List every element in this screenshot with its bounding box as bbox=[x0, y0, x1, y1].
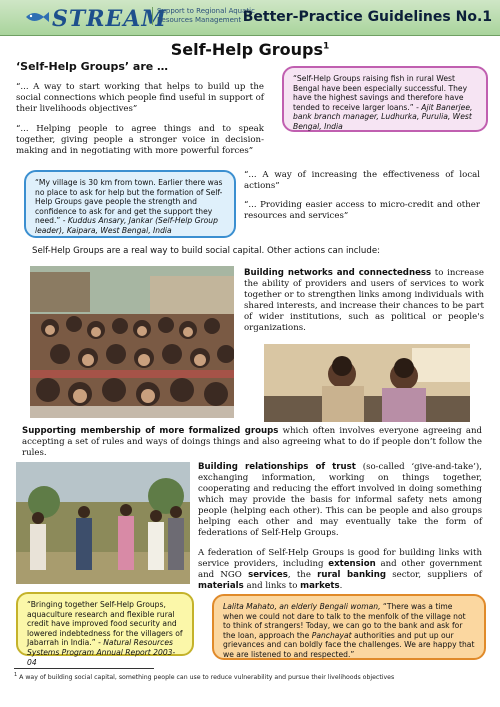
quote-attribution: Natural Resources Systems Program Annual Report 2003-04 bbox=[27, 638, 176, 667]
intro-paragraph-2: “... Helping people to agree things and to speak together, giving people a stronger voice in decision-making and in negotiating with more powerful forces” bbox=[16, 124, 264, 156]
page-header bbox=[0, 0, 500, 36]
section-heading: ‘Self-Help Groups’ are … bbox=[16, 60, 169, 73]
fish-logo-icon bbox=[24, 8, 50, 26]
page-title: Self-Help Groups$^1$ bbox=[170, 40, 330, 59]
header-title: Better-Practice Guidelines No.1 bbox=[242, 9, 492, 25]
logo-subtitle: Support to Regional Aquatic Resources Management bbox=[152, 7, 262, 25]
field-visit-photo bbox=[16, 462, 190, 584]
quote-text: “Bringing together Self-Help Groups, aquaculture research and flexible rural credit have improved food security and lowered indebtedness for the villagers of Jabarrah in India.” - bbox=[27, 600, 183, 648]
quote-box-village-leader bbox=[24, 170, 236, 238]
social-capital-lead: Self-Help Groups are a real way to build social capital. Other actions can include: bbox=[32, 246, 381, 256]
quote-text: “My village is 30 km from town. Earlier there was no place to ask for help but the formation of Self-Help Groups gave people the strength and confidence to ask for and get the support they need.” - bbox=[35, 178, 223, 226]
federation-paragraph: A federation of Self-Help Groups is good for building links with service providers, including extension and other government and NGO services, the rural banking sector, suppliers of materials and links to markets. bbox=[198, 548, 482, 591]
quote-attribution: Kuddus Ansary, Jankar (Self-Help Group leader), Kaipara, West Bengal, India bbox=[35, 216, 218, 235]
group-meeting-photo bbox=[30, 266, 234, 418]
intro-paragraph-4: “... Providing easier access to micro-credit and other resources and services” bbox=[244, 200, 480, 221]
quote-attribution: Ajit Banerjee, bank branch manager, Ludhurka, Purulia, West Bengal, India bbox=[293, 102, 473, 131]
intro-paragraph-1: “... A way to start working that helps to build up the social connections which people find useful in support of their livelihoods objectives” bbox=[16, 82, 264, 114]
intro-paragraph-3: “... A way of increasing the effectiveness of local actions” bbox=[244, 170, 480, 191]
quote-box-banker bbox=[282, 66, 488, 132]
membership-paragraph: Supporting membership of more formalized groups which often involves everyone agreeing and accepting a set of rules and ways of doings things and also agreeing what to do if people don’t follow the rules. bbox=[22, 426, 483, 458]
quote-text: “Self-Help Groups raising fish in rural West Bengal have been especially successful. They have the highest savings and therefore have tended to receive larger loans.” - bbox=[293, 74, 468, 112]
footnote: $^1$ A way of building social capital, something people can use to reduce vulnerability and pursue their livelihoods objectives bbox=[14, 672, 395, 682]
quote-box-nrsp-report bbox=[16, 592, 194, 667]
quote-box-lalita-mahato: Lalita Mahato, an elderly Bengali woman, “There was a time when we could not dare to talk to the menfolk of the village not to think of strangers! Today, we can go to the bank and ask for the loan, approach the Panchayat authorities and put up our grievances and can boldly face the challenges. We are happy that we are listened to and respected.” bbox=[212, 594, 486, 660]
trust-paragraph: Building relationships of trust (so-called ‘give-and-take’), exchanging information, working on things together, cooperating and reducing the effort involved in doing something which may provide the basis for informal safety nets among people (helping each other). This can be people and also groups helping each other and may eventually take the form of federations of Self-Help Groups. bbox=[198, 462, 482, 538]
logo-text: STREAM bbox=[52, 6, 167, 32]
footnote-divider bbox=[14, 668, 154, 669]
two-men-photo bbox=[264, 344, 470, 422]
title-footnote-mark: 1 bbox=[323, 41, 330, 52]
quote-attribution: Lalita Mahato, an elderly Bengali woman, bbox=[223, 602, 381, 611]
networks-paragraph: Building networks and connectedness to increase the ability of providers and users of services to work together or to strengthen links among individuals with shared interests, and increase their chances to be part of wider institutions, such as political or people's organizations. bbox=[244, 268, 484, 333]
